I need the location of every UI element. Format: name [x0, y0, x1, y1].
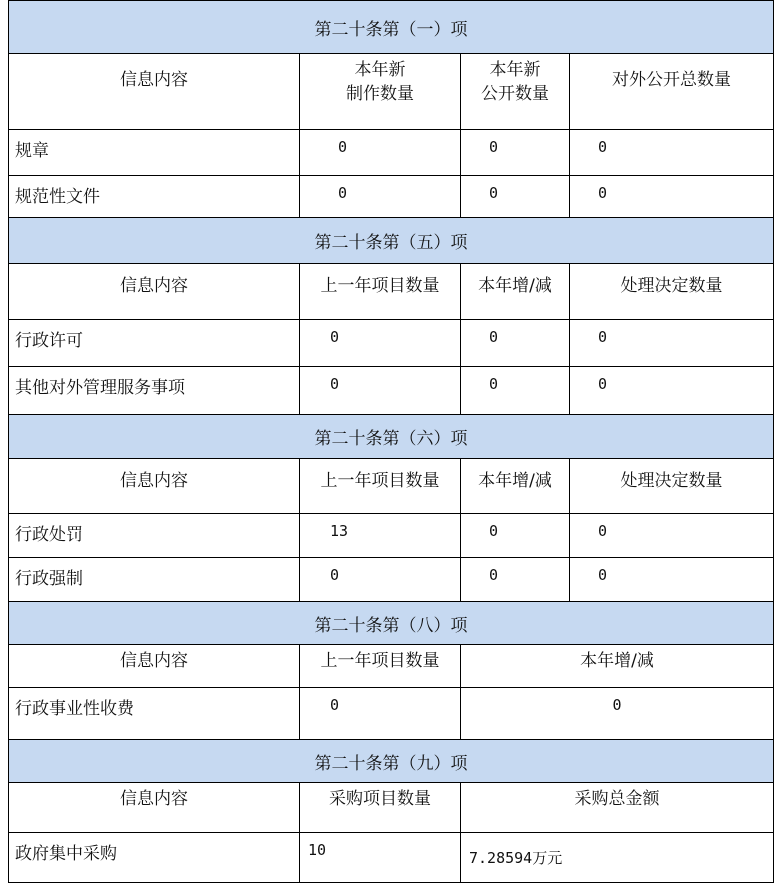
- value-cell: 13: [300, 514, 461, 558]
- value-cell: 0: [461, 176, 570, 218]
- column-header: 处理决定数量: [570, 264, 774, 320]
- value-cell: 0: [300, 688, 461, 740]
- value-cell: 0: [570, 558, 774, 602]
- value-cell: 10: [300, 833, 461, 883]
- row-label: 规范性文件: [9, 176, 300, 218]
- table-row: [9, 320, 774, 367]
- section-header-row: [9, 740, 774, 783]
- column-header: 本年增/减: [461, 645, 774, 688]
- column-header-line: 本年新: [489, 60, 541, 80]
- column-header-row: [9, 459, 774, 514]
- column-header-row: [9, 54, 774, 130]
- value-cell: 0: [461, 558, 570, 602]
- value-cell: 0: [300, 176, 461, 218]
- value-cell: 0: [300, 367, 461, 415]
- column-header-line: 本年新: [354, 60, 406, 80]
- column-header: 采购总金额: [461, 783, 774, 833]
- section-title: 第二十条第（九）项: [9, 740, 774, 783]
- value-cell: 0: [461, 367, 570, 415]
- value-cell: 0: [570, 130, 774, 176]
- section-title: 第二十条第（六）项: [9, 415, 774, 459]
- column-header-row: [9, 645, 774, 688]
- value-cell: 0: [570, 320, 774, 367]
- row-label: 行政处罚: [9, 514, 300, 558]
- section-header-row: [9, 218, 774, 264]
- table-row: [9, 558, 774, 602]
- value-cell: 0: [300, 558, 461, 602]
- table-row: [9, 176, 774, 218]
- table-row: [9, 130, 774, 176]
- table-row: [9, 688, 774, 740]
- value-cell: 0: [461, 130, 570, 176]
- column-header-row: [9, 264, 774, 320]
- value-cell: 0: [461, 688, 774, 740]
- column-header: [300, 54, 461, 130]
- value-cell: 0: [300, 320, 461, 367]
- column-header: 信息内容: [9, 264, 300, 320]
- value-cell: 0: [570, 514, 774, 558]
- row-label: 其他对外管理服务事项: [9, 367, 300, 415]
- value-cell: 7.28594万元: [461, 833, 774, 883]
- column-header: 本年增/减: [461, 264, 570, 320]
- column-header: 信息内容: [9, 645, 300, 688]
- column-header: 信息内容: [9, 459, 300, 514]
- column-header: 信息内容: [9, 54, 300, 130]
- section-header-row: [9, 602, 774, 645]
- value-cell: 0: [461, 320, 570, 367]
- section-header-row: [9, 1, 774, 54]
- column-header-line: 制作数量: [346, 84, 414, 104]
- value-cell: 0: [461, 514, 570, 558]
- section-title: 第二十条第（五）项: [9, 218, 774, 264]
- table-row: [9, 367, 774, 415]
- section-title: 第二十条第（八）项: [9, 602, 774, 645]
- row-label: 行政事业性收费: [9, 688, 300, 740]
- table-row: [9, 514, 774, 558]
- value-cell: 0: [570, 367, 774, 415]
- column-header: 对外公开总数量: [570, 54, 774, 130]
- column-header-row: [9, 783, 774, 833]
- column-header: 上一年项目数量: [300, 459, 461, 514]
- column-header: 上一年项目数量: [300, 645, 461, 688]
- column-header: 采购项目数量: [300, 783, 461, 833]
- section-title: 第二十条第（一）项: [9, 1, 774, 54]
- row-label: 行政许可: [9, 320, 300, 367]
- row-label: 政府集中采购: [9, 833, 300, 883]
- column-header: 信息内容: [9, 783, 300, 833]
- column-header: 本年增/减: [461, 459, 570, 514]
- column-header: 处理决定数量: [570, 459, 774, 514]
- row-label: 规章: [9, 130, 300, 176]
- column-header: 上一年项目数量: [300, 264, 461, 320]
- column-header: [461, 54, 570, 130]
- row-label: 行政强制: [9, 558, 300, 602]
- column-header-line: 公开数量: [481, 84, 549, 104]
- section-header-row: [9, 415, 774, 459]
- table-row: [9, 833, 774, 883]
- value-cell: 0: [300, 130, 461, 176]
- value-cell: 0: [570, 176, 774, 218]
- disclosure-table: [8, 0, 774, 883]
